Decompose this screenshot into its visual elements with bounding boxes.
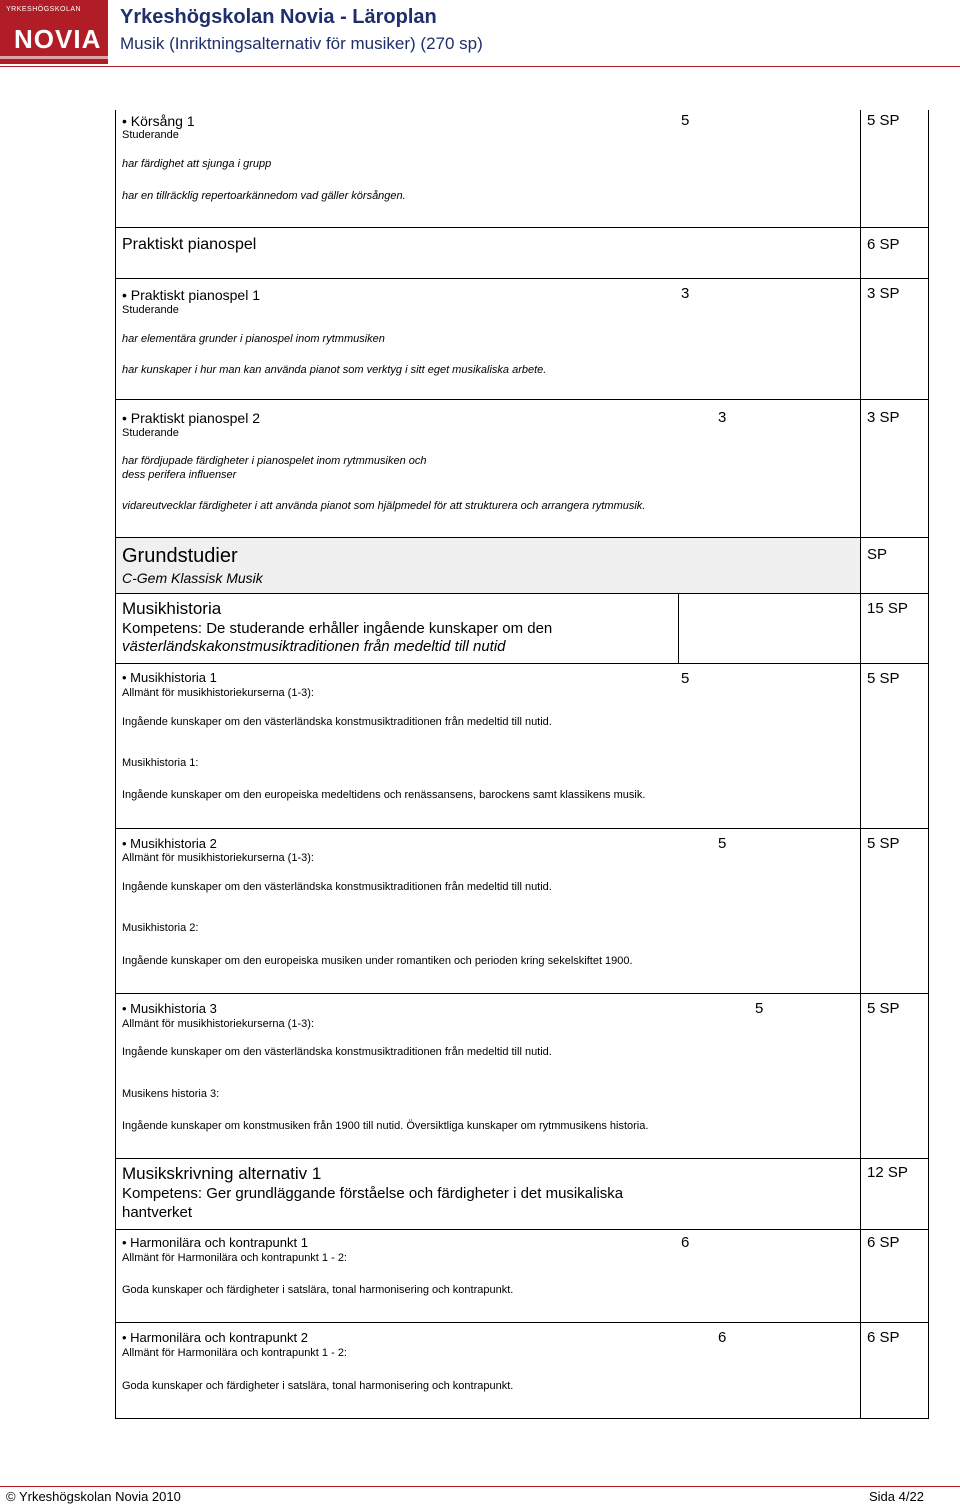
col-divider [860, 278, 861, 399]
course-outcome: Ingående kunskaper om den västerländska konstmusiktraditionen från medeltid till nutid. [122, 881, 552, 893]
section-title: Musikhistoria [122, 599, 222, 618]
course-credits: 6 [718, 1329, 727, 1346]
header-divider [0, 66, 960, 67]
section-competence: Kompetens: De studerande erhåller ingående kunskaper om den [122, 620, 553, 637]
col-divider [860, 1158, 861, 1229]
col-divider [860, 993, 861, 1158]
course-general: Allmänt för musikhistoriekurserna (1-3): [122, 852, 314, 864]
logo-main-text: NOVIA [14, 24, 102, 54]
col-divider [860, 828, 861, 993]
course-sp: 5 SP [867, 112, 900, 129]
course-label: Musikhistoria 2: [122, 922, 199, 934]
course-label: Musikhistoria 1: [122, 757, 199, 769]
grund-subtitle: C-Gem Klassisk Musik [122, 570, 263, 586]
row-divider [115, 278, 929, 279]
col-divider [678, 593, 679, 663]
course-name: • Musikhistoria 2 [122, 836, 217, 851]
course-outcome: har färdighet att sjunga i grupp [122, 158, 272, 170]
table-right-border [928, 110, 929, 1418]
row-divider [115, 993, 929, 994]
course-studerande: Studerande [122, 427, 179, 439]
page-subtitle: Musik (Inriktningsalternativ för musiker) (270 sp) [120, 34, 483, 53]
section-title: Praktiskt pianospel [122, 236, 257, 253]
col-divider [860, 1229, 861, 1322]
novia-logo [0, 0, 108, 64]
course-general: Allmänt för Harmonilära och kontrapunkt 1 - 2: [122, 1347, 347, 1359]
course-general: Allmänt för Harmonilära och kontrapunkt 1 - 2: [122, 1252, 347, 1264]
col-divider [860, 663, 861, 828]
course-name: • Körsång 1 [122, 113, 195, 129]
section-sp: 6 SP [867, 236, 900, 253]
section-sp: 12 SP [867, 1164, 908, 1181]
course-outcome: har fördjupade färdigheter i pianospelet inom rytmmusiken och [122, 455, 427, 467]
course-sp: 3 SP [867, 409, 900, 426]
row-divider [115, 227, 929, 228]
row-divider [115, 1158, 929, 1159]
section-sp: 15 SP [867, 600, 908, 617]
course-name: • Musikhistoria 1 [122, 670, 217, 685]
course-outcome: har elementära grunder i pianospel inom rytmmusiken [122, 333, 385, 345]
course-credits: 5 [755, 1000, 764, 1017]
course-credits: 6 [681, 1234, 690, 1251]
footer-copyright: © Yrkeshögskolan Novia 2010 [6, 1489, 181, 1504]
course-label: Musikens historia 3: [122, 1088, 220, 1100]
course-name: • Musikhistoria 3 [122, 1001, 217, 1016]
table-left-border [115, 110, 116, 1418]
course-credits: 5 [681, 670, 690, 687]
course-outcome: Goda kunskaper och färdigheter i satslära, tonal harmonisering och kontrapunkt. [122, 1284, 514, 1296]
grund-sp-header: SP [867, 546, 888, 563]
course-outcome: Ingående kunskaper om den västerländska konstmusiktraditionen från medeltid till nutid. [122, 1046, 552, 1058]
course-outcome: har kunskaper i hur man kan använda pianot som verktyg i sitt eget musikaliska arbete. [122, 364, 547, 376]
course-credits: 5 [718, 835, 727, 852]
col-divider [860, 593, 861, 663]
row-divider [115, 399, 929, 400]
course-credits: 3 [681, 285, 690, 302]
row-divider [115, 828, 929, 829]
course-credits: 5 [681, 112, 690, 129]
course-sp: 5 SP [867, 1000, 900, 1017]
course-outcome: dess perifera influenser [122, 469, 237, 481]
section-competence: västerländskakonstmusiktraditionen från medeltid till nutid [122, 638, 506, 655]
logo-small-text: YRKESHÖGSKOLAN [6, 6, 82, 13]
col-divider [860, 1322, 861, 1418]
row-divider [115, 1322, 929, 1323]
course-outcome: Ingående kunskaper om den västerländska konstmusiktraditionen från medeltid till nutid. [122, 716, 552, 728]
row-divider [115, 1229, 929, 1230]
row-divider [115, 593, 929, 594]
section-title: Musikskrivning alternativ 1 [122, 1164, 322, 1183]
course-outcome: har en tillräcklig repertoarkännedom vad gäller körsången. [122, 190, 406, 202]
course-general: Allmänt för musikhistoriekurserna (1-3): [122, 687, 314, 699]
course-sp: 6 SP [867, 1234, 900, 1251]
footer-divider [0, 1486, 960, 1487]
course-sp: 3 SP [867, 285, 900, 302]
course-sp: 5 SP [867, 835, 900, 852]
course-sp: 5 SP [867, 670, 900, 687]
course-credits: 3 [718, 409, 727, 426]
course-name: • Harmonilära och kontrapunkt 2 [122, 1330, 308, 1345]
col-divider [860, 110, 861, 227]
logo-stripe [0, 56, 108, 59]
row-divider [115, 663, 929, 664]
course-outcome: Ingående kunskaper om konstmusiken från 1900 till nutid. Översiktliga kunskaper om rytmmusikens historia. [122, 1120, 649, 1132]
grund-title: Grundstudier [122, 545, 238, 567]
course-name: • Praktiskt pianospel 1 [122, 287, 260, 303]
course-studerande: Studerande [122, 304, 179, 316]
col-divider [860, 227, 861, 278]
course-general: Allmänt för musikhistoriekurserna (1-3): [122, 1018, 314, 1030]
section-competence: Kompetens: Ger grundläggande förståelse och färdigheter i det musikaliska [122, 1185, 624, 1202]
course-outcome: Ingående kunskaper om den europeiska medeltidens och renässansens, barockens samt klassikens musik. [122, 789, 646, 801]
footer-page-number: Sida 4/22 [869, 1489, 924, 1504]
row-divider [115, 1418, 929, 1419]
course-name: • Praktiskt pianospel 2 [122, 410, 260, 426]
course-studerande: Studerande [122, 129, 179, 141]
course-name: • Harmonilära och kontrapunkt 1 [122, 1235, 308, 1250]
course-outcome: vidareutvecklar färdigheter i att använda pianot som hjälpmedel för att strukturera och arrangera rytmmusik. [122, 500, 646, 512]
section-competence: hantverket [122, 1204, 193, 1221]
course-sp: 6 SP [867, 1329, 900, 1346]
course-outcome: Goda kunskaper och färdigheter i satslära, tonal harmonisering och kontrapunkt. [122, 1380, 514, 1392]
col-divider [860, 399, 861, 537]
col-divider [860, 537, 861, 593]
course-outcome: Ingående kunskaper om den europeiska musiken under romantiken och perioden kring sekelskiftet 1900. [122, 955, 633, 967]
page-title: Yrkeshögskolan Novia - Läroplan [120, 6, 437, 28]
